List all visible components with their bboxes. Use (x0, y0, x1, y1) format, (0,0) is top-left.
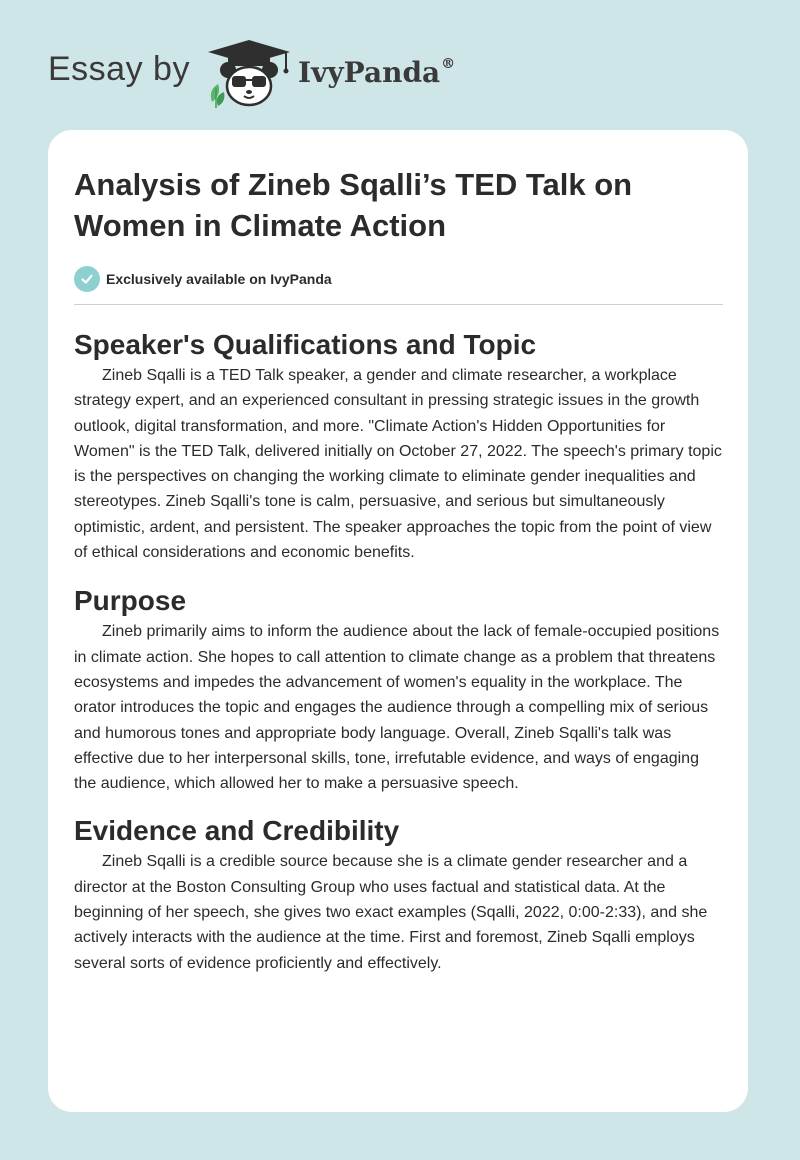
exclusive-label: Exclusively available on IvyPanda (106, 271, 332, 287)
exclusive-badge (74, 266, 723, 292)
section-paragraph: Zineb primarily aims to inform the audience about the lack of female-occupied positions in climate action. She hopes to call attention to climate change as a problem that threatens ecosystems and impedes the advancement of women's equality in the workplace. The orator introduces the topic and engages the audience through a compelling mix of serious and humorous tones and appropriate body language. Overall, Zineb Sqalli's talk was effective due to her interpersonal skills, tone, irrefutable evidence, and ways of engaging the audience, which allowed her to make a persuasive speech. (74, 623, 720, 793)
article-card (48, 130, 748, 1112)
section-heading: Evidence and Credibility (74, 815, 400, 847)
registered-mark: ® (441, 56, 456, 72)
article-title: Analysis of Zineb Sqalli’s TED Talk on Women in Climate Action (74, 167, 633, 243)
section-paragraph: Zineb Sqalli is a TED Talk speaker, a gender and climate researcher, a workplace strategy expert, and an experienced consultant in pressing strategic issues in the growth outlook, digital transformation, and more. "Climate Action's Hidden Opportunities for Women" is the TED Talk, delivered initially on October 27, 2022. The speech's primary topic is the perspectives on changing the working climate to eliminate gender inequalities and stereotypes. Zineb Sqalli's tone is calm, persuasive, and serious but simultaneously optimistic, ardent, and persistent. The speaker approaches the topic from the point of view of ethical considerations and economic benefits. (74, 367, 722, 562)
brand-name[interactable]: IvyPanda® (298, 56, 456, 89)
section-heading: Purpose (74, 585, 187, 617)
essay-by-label: Essay by (48, 50, 190, 88)
ivypanda-logo-icon[interactable] (204, 36, 294, 110)
article-content (74, 164, 723, 976)
section-heading: Speaker's Qualifications and Topic (74, 329, 537, 360)
section-paragraph: Zineb Sqalli is a credible source because she is a climate gender researcher and a director at the Boston Consulting Group who uses factual and statistical data. At the beginning of her speech, she gives two exact examples (Sqalli, 2022, 0:00-2:33), and she actively interacts with the audience at the time. First and foremost, Zineb Sqalli employs several sorts of evidence proficiently and effectively. (74, 853, 708, 972)
site-header (48, 30, 748, 110)
check-icon (74, 266, 100, 292)
divider (74, 304, 723, 305)
